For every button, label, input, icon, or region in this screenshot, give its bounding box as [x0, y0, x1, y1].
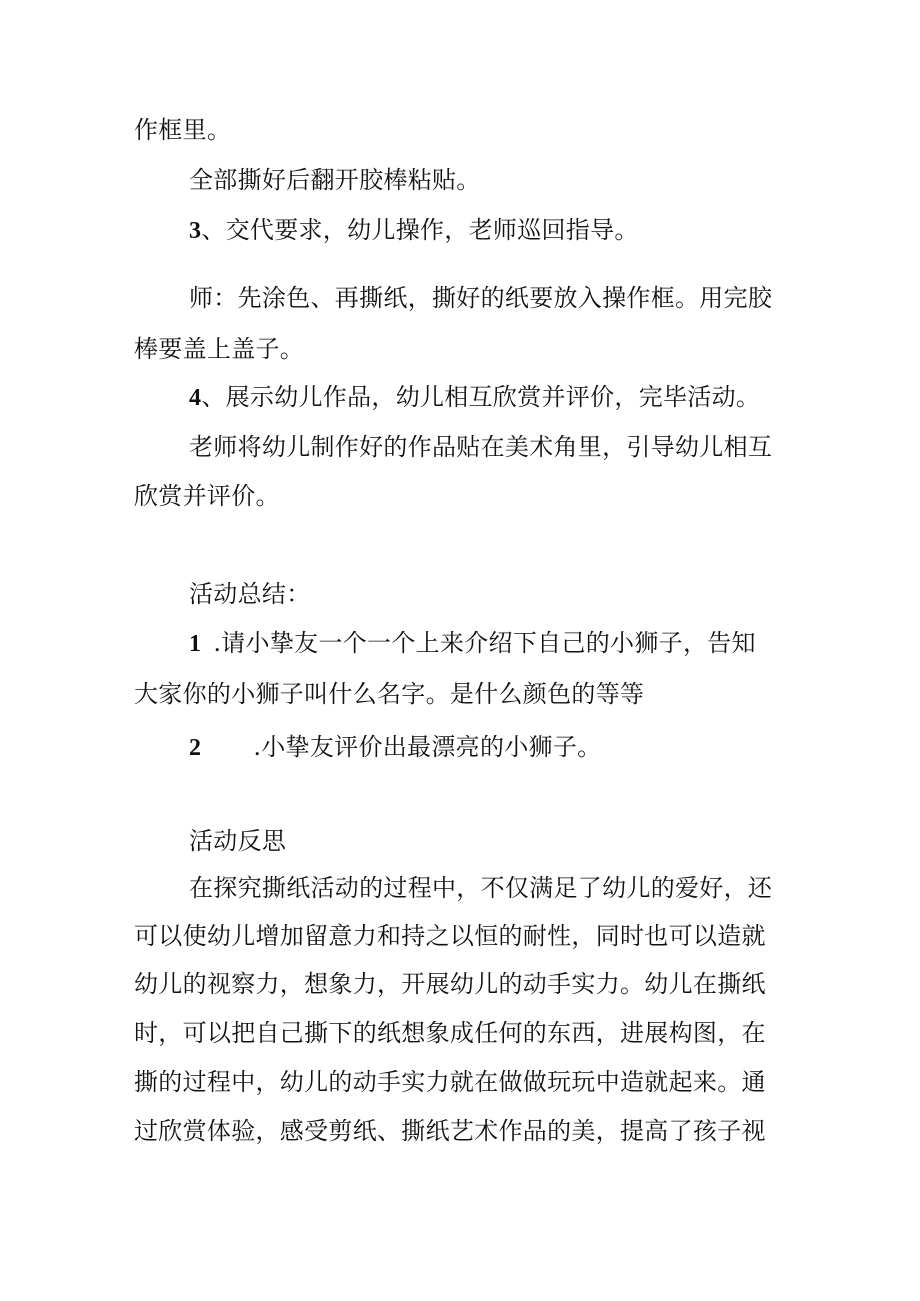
section-heading [189, 578, 311, 610]
paragraph-line [189, 431, 772, 463]
heading-text: 活动总结： [189, 580, 311, 608]
paragraph-line [134, 1066, 766, 1098]
line-text: 棒要盖上盖子。 [134, 335, 305, 363]
line-text: 可以使幼儿增加留意力和持之以恒的耐性，同时也可以造就 [134, 922, 766, 950]
paragraph-line [134, 968, 766, 1000]
numbered-step-3 [189, 214, 639, 247]
paragraph-line [134, 480, 280, 512]
numbered-item-2 [189, 731, 601, 764]
line-text: 时，可以把自己撕下的纸想象成任何的东西，进展构图，在 [134, 1019, 766, 1047]
line-text: 师：先涂色、再撕纸，撕好的纸要放入操作框。用完胶 [189, 284, 773, 312]
line-text: 欣赏并评价。 [134, 482, 280, 510]
line-text: 幼儿的视察力，想象力，开展幼儿的动手实力。幼儿在撕纸 [134, 970, 766, 998]
paragraph-line [134, 1017, 766, 1049]
step-number: 4 [189, 385, 202, 411]
line-text: .小挚友评价出最漂亮的小狮子。 [253, 733, 602, 761]
line-text: 全部撕好后翻开胶棒粘贴。 [189, 166, 481, 194]
line-text: 、交代要求，幼儿操作，老师巡回指导。 [201, 216, 639, 244]
paragraph-line [189, 282, 772, 314]
line-text: .请小挚友一个一个上来介绍下自己的小狮子，告知 [213, 629, 756, 657]
line-text: 过欣赏体验，感受剪纸、撕纸艺术作品的美，提高了孩子视 [134, 1117, 766, 1145]
line-text: 在探究撕纸活动的过程中，不仅满足了幼儿的爱好，还 [189, 874, 773, 902]
paragraph-line [134, 920, 766, 952]
line-text: 撕的过程中，幼儿的动手实力就在做做玩玩中造就起来。通 [134, 1068, 766, 1096]
paragraph-line [189, 872, 772, 904]
line-text: 老师将幼儿制作好的作品贴在美术角里，引导幼儿相互 [189, 433, 773, 461]
paragraph-line [134, 1115, 766, 1147]
paragraph-line [134, 333, 304, 365]
line-text: 、展示幼儿作品，幼儿相互欣赏并评价，完毕活动。 [201, 383, 761, 411]
item-number: 2 [189, 735, 202, 761]
numbered-step-4 [189, 381, 760, 414]
line-text: 大家你的小狮子叫什么名字。是什么颜色的等等 [134, 680, 645, 708]
section-heading [189, 825, 286, 857]
item-number: 1 [189, 631, 202, 657]
step-number: 3 [189, 218, 202, 244]
numbered-item-1 [189, 627, 756, 660]
paragraph-line [189, 164, 481, 196]
paragraph-line [134, 114, 231, 146]
paragraph-line [134, 678, 644, 710]
line-text: 作框里。 [134, 116, 232, 144]
heading-text: 活动反思 [189, 827, 287, 855]
